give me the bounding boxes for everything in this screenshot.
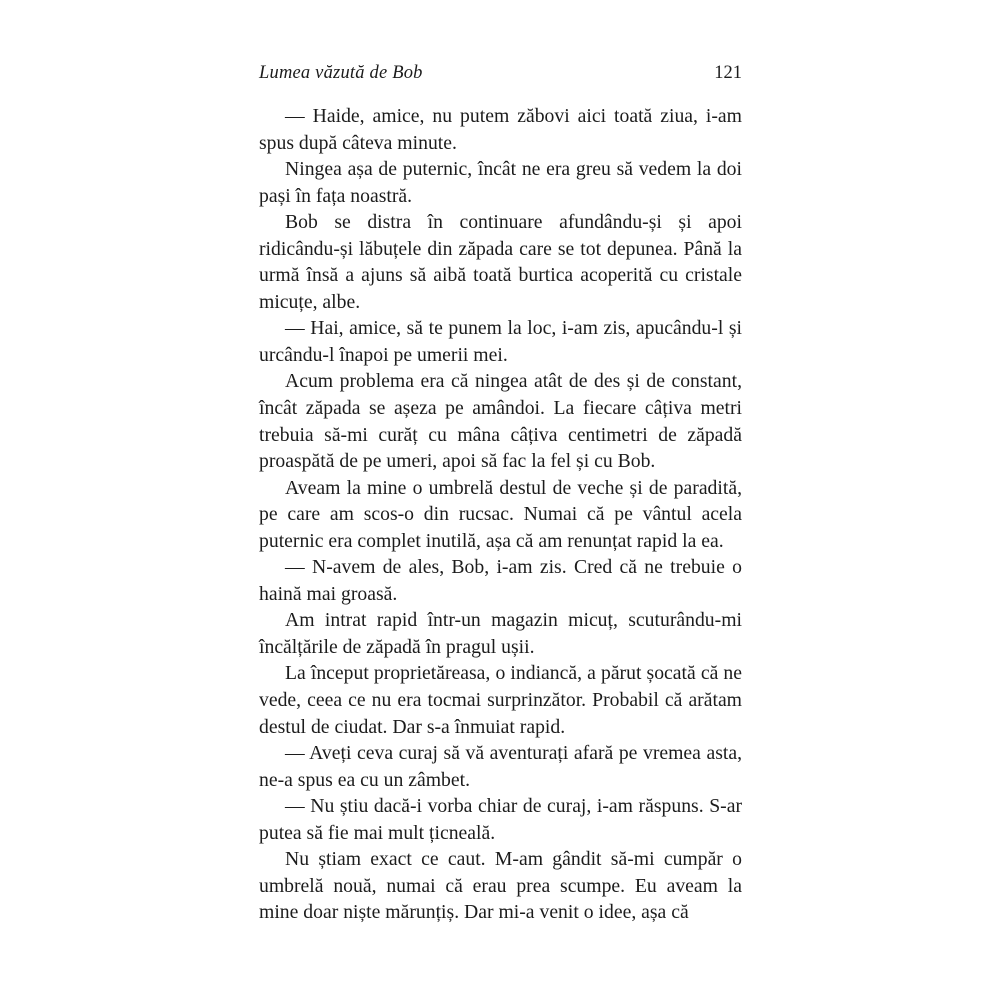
- paragraph: Nu știam exact ce caut. M-am gândit să-mi cumpăr o umbrelă nouă, numai că erau prea scumpe. Eu aveam la mine doar niște mărunțiș. Dar mi-a venit o idee, așa că: [259, 848, 742, 924]
- paragraph: Acum problema era că ningea atât de des și de constant, încât zăpada se așeza pe amândoi. La fiecare câțiva metri trebuia să-mi curăț cu mâna câțiva centimetri de zăpadă proaspătă de pe umeri, apoi să fac la fel și cu Bob.: [259, 370, 742, 473]
- running-header: [259, 62, 742, 84]
- paragraph: La început proprietăreasa, o indiancă, a părut șocată că ne vede, ceea ce nu era tocmai surprinzător. Probabil că arătam destul de ciudat. Dar s-a înmuiat rapid.: [259, 662, 742, 738]
- paragraph: Am intrat rapid într-un magazin micuț, scuturându-mi încălțările de zăpadă în pragul ușii.: [259, 609, 742, 658]
- paragraph: Aveam la mine o umbrelă destul de veche și de paradită, pe care am scos-o din rucsac. Numai că pe vântul acela puternic era complet inutilă, așa că am renunțat rapid la ea.: [259, 476, 742, 552]
- page-number: 121: [714, 63, 742, 83]
- paragraph: — N-avem de ales, Bob, i-am zis. Cred că ne trebuie o haină mai groasă.: [259, 556, 742, 605]
- paragraph: — Haide, amice, nu putem zăbovi aici toată ziua, i-am spus după câteva minute.: [259, 105, 742, 154]
- paragraph: — Hai, amice, să te punem la loc, i-am zis, apucându-l și urcându-l înapoi pe umerii mei.: [259, 317, 742, 366]
- paragraph: Ningea așa de puternic, încât ne era greu să vedem la doi pași în fața noastră.: [259, 158, 742, 207]
- page-body: [259, 103, 742, 926]
- book-title: Lumea văzută de Bob: [259, 63, 423, 83]
- paragraph: — Aveți ceva curaj să vă aventurați afară pe vremea asta, ne-a spus ea cu un zâmbet.: [259, 742, 742, 791]
- paragraph: Bob se distra în continuare afundându-și și apoi ridicându-și lăbuțele din zăpada care se tot depunea. Până la urmă însă a ajuns să aibă toată burtica acoperită cu cristale micuțe, albe.: [259, 211, 742, 313]
- paragraph: — Nu știu dacă-i vorba chiar de curaj, i-am răspuns. S-ar putea să fie mai mult țicneală.: [259, 795, 742, 844]
